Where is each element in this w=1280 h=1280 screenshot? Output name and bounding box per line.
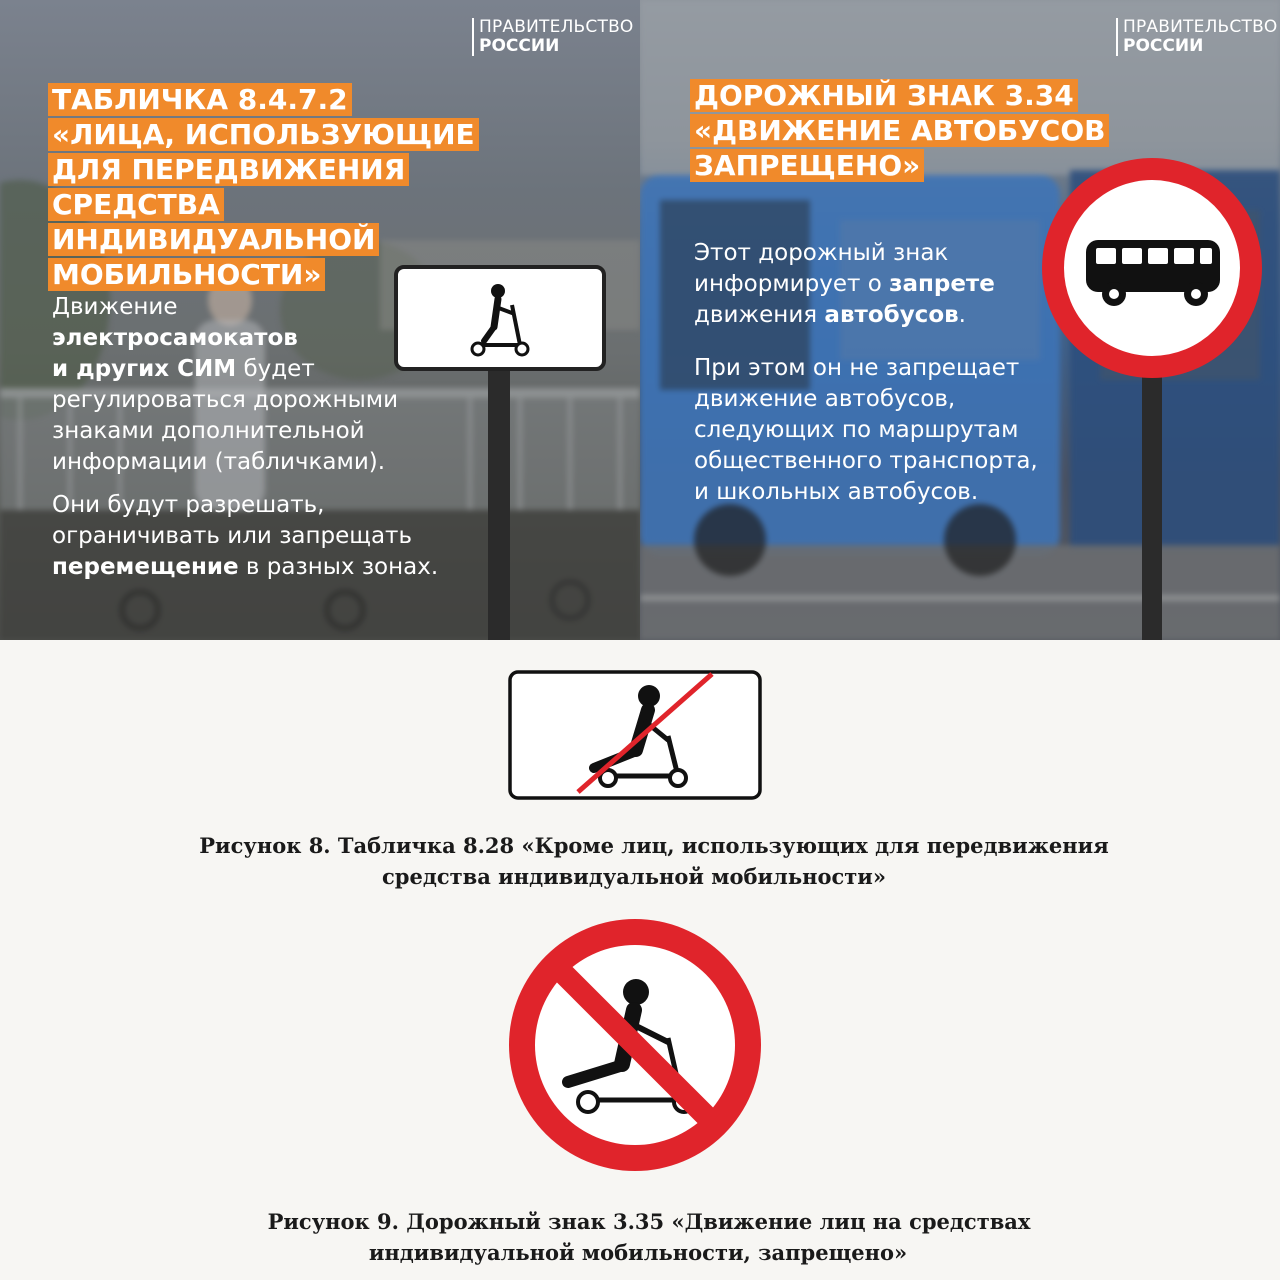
right-paragraph-2 bbox=[694, 353, 1074, 508]
heading-line: ЗАПРЕЩЕНО» bbox=[690, 149, 924, 182]
caption-line: средства индивидуальной мобильности» bbox=[382, 864, 886, 889]
text-line: знаками дополнительной bbox=[52, 418, 365, 444]
heading-line: «ДВИЖЕНИЕ АВТОБУСОВ bbox=[690, 114, 1109, 147]
text-line: . bbox=[958, 302, 966, 328]
text-line: Движение bbox=[52, 294, 178, 320]
text-line: следующих по маршрутам bbox=[694, 417, 1019, 443]
brand-line-1: ПРАВИТЕЛЬСТВО bbox=[479, 17, 634, 37]
sign-post bbox=[488, 368, 510, 640]
figure-8-caption bbox=[0, 830, 1280, 892]
heading-line: МОБИЛЬНОСТИ» bbox=[48, 258, 325, 291]
text-line: информации (табличками). bbox=[52, 449, 386, 475]
heading-line: ТАБЛИЧКА 8.4.7.2 bbox=[48, 83, 352, 116]
text-bold: и других СИМ bbox=[52, 356, 237, 382]
left-infographic-panel bbox=[0, 0, 640, 640]
text-line: движения bbox=[694, 302, 825, 328]
text-bold: автобусов bbox=[824, 302, 959, 328]
text-line: и школьных автобусов. bbox=[694, 479, 979, 505]
text-bold: электросамокатов bbox=[52, 325, 298, 351]
text-line: информирует о bbox=[694, 271, 890, 297]
brand-logo bbox=[472, 18, 634, 56]
text-line: При этом он не запрещает bbox=[694, 355, 1020, 381]
no-buses-sign bbox=[1038, 154, 1266, 382]
text-line: будет bbox=[236, 356, 315, 382]
sign-8-28-plate bbox=[508, 670, 762, 800]
caption-line: Рисунок 8. Табличка 8.28 «Кроме лиц, использующих для передвижения bbox=[199, 833, 1109, 858]
text-line: в разных зонах. bbox=[238, 554, 439, 580]
left-paragraph-2 bbox=[52, 490, 472, 583]
sign-3-35-no-scooters bbox=[504, 914, 766, 1176]
text-line: регулироваться дорожными bbox=[52, 387, 399, 413]
text-bold: запрете bbox=[889, 271, 995, 297]
heading-line: ДЛЯ ПЕРЕДВИЖЕНИЯ СРЕДСТВА bbox=[48, 153, 409, 221]
heading-line: «ЛИЦА, ИСПОЛЬЗУЮЩИЕ bbox=[48, 118, 479, 151]
heading-line: ИНДИВИДУАЛЬНОЙ bbox=[48, 223, 379, 256]
left-heading bbox=[48, 82, 548, 292]
text-line: Этот дорожный знак bbox=[694, 240, 949, 266]
right-paragraph-1 bbox=[694, 238, 1074, 331]
brand-line-2: РОССИИ bbox=[479, 36, 560, 56]
right-infographic-panel bbox=[640, 0, 1280, 640]
brand-logo bbox=[1116, 18, 1278, 56]
sign-post bbox=[1142, 375, 1162, 640]
text-line: движение автобусов, bbox=[694, 386, 956, 412]
text-line: общественного транспорта, bbox=[694, 448, 1038, 474]
scooter-plate-sign bbox=[394, 265, 606, 371]
right-body-text bbox=[694, 238, 1074, 520]
caption-line: индивидуальной мобильности, запрещено» bbox=[368, 1240, 908, 1265]
brand-line-1: ПРАВИТЕЛЬСТВО bbox=[1123, 17, 1278, 37]
text-bold: перемещение bbox=[52, 554, 239, 580]
heading-line: ДОРОЖНЫЙ ЗНАК 3.34 bbox=[690, 79, 1078, 112]
caption-line: Рисунок 9. Дорожный знак 3.35 «Движение лиц на средствах bbox=[267, 1209, 1031, 1234]
text-line: Они будут разрешать, bbox=[52, 492, 325, 518]
figure-9-caption bbox=[0, 1206, 1280, 1268]
text-line: ограничивать или запрещать bbox=[52, 523, 413, 549]
brand-line-2: РОССИИ bbox=[1123, 36, 1204, 56]
